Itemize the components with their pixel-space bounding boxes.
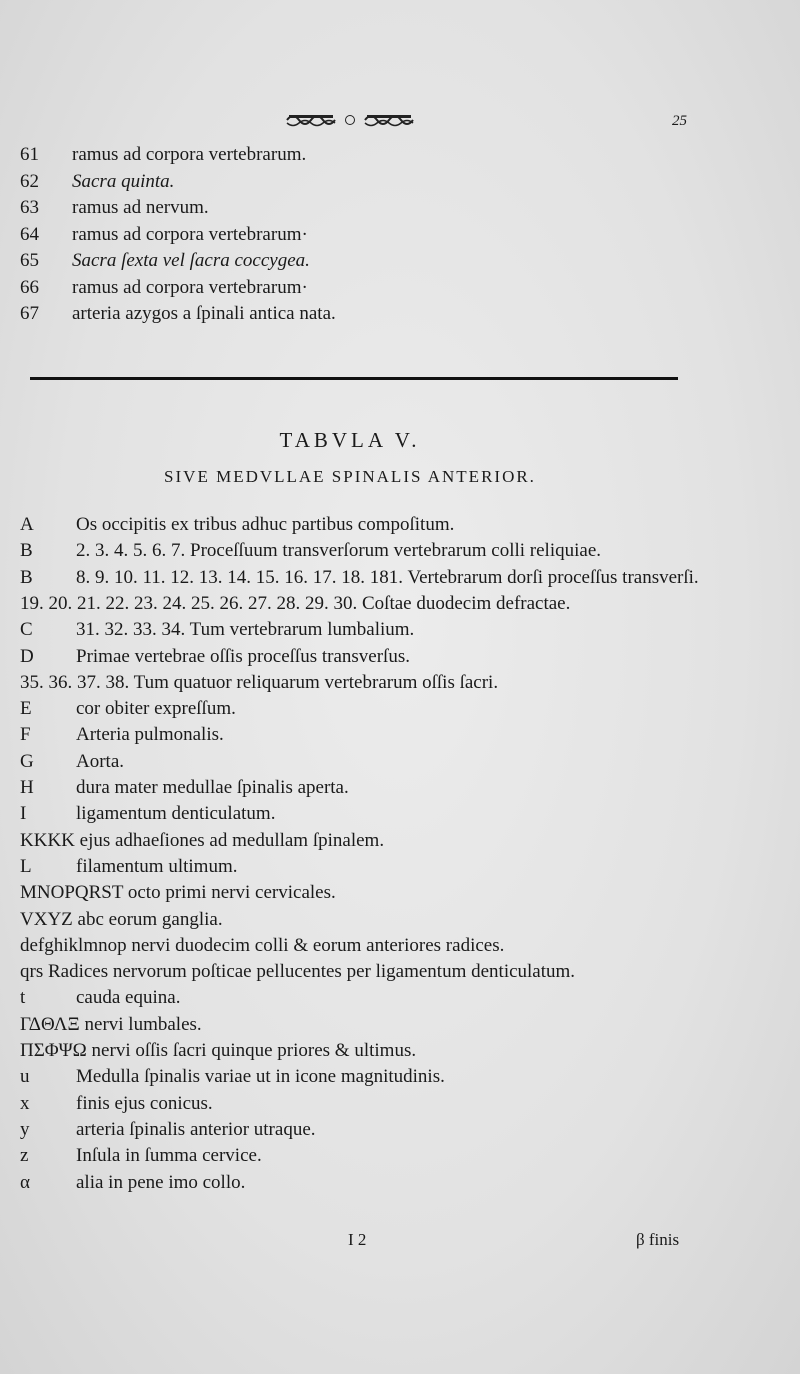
- entry-row: [0, 934, 780, 960]
- top-entry-row: [0, 223, 780, 250]
- top-entry-text: ramus ad corpora vertebrarum·: [72, 223, 308, 245]
- entry-row: [0, 986, 780, 1012]
- entry-row: [0, 802, 780, 828]
- entry-key: B: [20, 540, 33, 562]
- entry-text: 31. 32. 33. 34. Tum vertebrarum lumbalium.: [76, 619, 415, 641]
- entry-text: VXYZ abc eorum ganglia.: [20, 908, 223, 930]
- entry-text: alia in pene imo collo.: [76, 1171, 246, 1193]
- entry-text: qrs Radices nervorum poſticae pellucentes per ligamentum denticulatum.: [20, 961, 576, 983]
- top-entry-text: arteria azygos a ſpinali antica nata.: [72, 303, 336, 324]
- entry-key: C: [20, 619, 33, 641]
- top-entry-key: 62: [20, 170, 39, 192]
- entry-key: x: [20, 1092, 30, 1114]
- entry-row: [0, 618, 780, 644]
- entry-text: cor obiter expreſſum.: [76, 698, 236, 720]
- entry-text: KKKK ejus adhaeſiones ad medullam ſpinalem.: [20, 829, 385, 851]
- entry-row: [0, 697, 780, 723]
- entry-text: MNOPQRST octo primi nervi cervicales.: [20, 882, 336, 904]
- top-entry-key: 61: [20, 144, 39, 165]
- entry-text: dura mater medullae ſpinalis aperta.: [76, 777, 349, 798]
- catchword: β finis: [636, 1230, 680, 1249]
- entry-key: y: [20, 1118, 30, 1140]
- entry-row: [0, 645, 780, 671]
- entry-key: B: [20, 566, 33, 588]
- entry-text: Os occipitis ex tribus adhuc partibus compoſitum.: [76, 514, 455, 535]
- top-entry-key: 67: [20, 303, 39, 324]
- entry-key: H: [20, 777, 34, 798]
- entry-row: [0, 513, 780, 539]
- top-entry-row: [0, 302, 780, 329]
- entry-text: finis ejus conicus.: [76, 1092, 213, 1114]
- entry-key: α: [20, 1171, 30, 1193]
- circle-dot-icon: [345, 115, 355, 125]
- entry-row: [0, 908, 780, 934]
- entry-row: [0, 539, 780, 565]
- entry-row: [0, 829, 780, 855]
- entry-text: defghiklmnop nervi duodecim colli & eorum anteriores radices.: [20, 934, 505, 956]
- entry-row: [0, 855, 780, 881]
- header-ornament: [285, 108, 415, 132]
- section-subtitle: SIVE MEDVLLAE SPINALIS ANTERIOR.: [164, 467, 536, 486]
- horizontal-rule: [30, 377, 678, 380]
- section-title: TABVLA V.: [279, 428, 421, 452]
- top-entry-key: 66: [20, 276, 39, 298]
- entry-text: Arteria pulmonalis.: [76, 724, 224, 746]
- entry-key: u: [20, 1066, 30, 1088]
- page-number: 25: [672, 113, 687, 129]
- entry-text: ΓΔΘΛΞ nervi lumbales.: [20, 1013, 202, 1035]
- entry-text: ligamentum denticulatum.: [76, 803, 276, 825]
- entry-key: I: [20, 803, 27, 825]
- top-entry-key: 64: [20, 223, 39, 245]
- entry-text: arteria ſpinalis anterior utraque.: [76, 1118, 316, 1140]
- entry-text: Aorta.: [76, 750, 125, 772]
- entry-text: Primae vertebrae oſſis proceſſus transverſus.: [76, 645, 410, 667]
- entry-row: [0, 1013, 780, 1039]
- top-entry-text: Sacra ſexta vel ſacra coccygea.: [72, 250, 310, 271]
- entry-key: F: [20, 724, 31, 746]
- entry-row: [0, 723, 780, 749]
- top-entry-text: ramus ad corpora vertebrarum·: [72, 276, 308, 298]
- ornamental-fleuron-icon: [363, 111, 415, 129]
- top-entry-row: [0, 276, 780, 303]
- top-entry-row: [0, 170, 780, 197]
- entry-text: 19. 20. 21. 22. 23. 24. 25. 26. 27. 28. 29. 30. Coſtae duodecim defractae.: [20, 592, 571, 614]
- entry-text: Inſula in ſumma cervice.: [76, 1145, 262, 1167]
- top-entry-key: 65: [20, 250, 39, 271]
- entry-text: 8. 9. 10. 11. 12. 13. 14. 15. 16. 17. 18. 181. Vertebrarum dorſi proceſſus transverſi.: [76, 566, 699, 588]
- entry-row: [0, 1065, 780, 1091]
- entry-row: [0, 671, 780, 697]
- top-entry-key: 63: [20, 197, 39, 218]
- entry-row: [0, 960, 780, 986]
- entry-row: [0, 592, 780, 618]
- entry-key: A: [20, 514, 34, 535]
- top-entry-row: [0, 196, 780, 223]
- top-entry-row: [0, 143, 780, 170]
- entry-key: G: [20, 750, 34, 772]
- entry-row: [0, 1039, 780, 1065]
- entry-text: 35. 36. 37. 38. Tum quatuor reliquarum vertebrarum oſſis ſacri.: [20, 671, 499, 693]
- entry-text: ΠΣΦΨΩ nervi oſſis ſacri quinque priores & ultimus.: [20, 1040, 417, 1061]
- entry-key: z: [20, 1145, 29, 1167]
- top-entry-row: [0, 249, 780, 276]
- entry-key: L: [20, 855, 32, 877]
- entry-text: Medulla ſpinalis variae ut in icone magnitudinis.: [76, 1066, 445, 1088]
- entry-key: t: [20, 987, 26, 1009]
- entry-row: [0, 566, 780, 592]
- entry-text: 2. 3. 4. 5. 6. 7. Proceſſuum transverſorum vertebrarum colli reliquiae.: [76, 540, 601, 562]
- entry-key: D: [20, 645, 34, 667]
- entry-row: [0, 1144, 780, 1170]
- top-entry-text: Sacra quinta.: [72, 170, 175, 192]
- entry-text: cauda equina.: [76, 987, 181, 1009]
- signature-mark: I 2: [348, 1230, 367, 1249]
- entry-row: [0, 1092, 780, 1118]
- entry-key: E: [20, 698, 32, 720]
- entry-row: [0, 1118, 780, 1144]
- top-entry-text: ramus ad corpora vertebrarum.: [72, 144, 307, 165]
- entry-text: filamentum ultimum.: [76, 855, 238, 877]
- entry-row: [0, 1171, 780, 1197]
- ornamental-fleuron-icon: [285, 111, 337, 129]
- entry-row: [0, 776, 780, 802]
- entry-row: [0, 881, 780, 907]
- top-entry-text: ramus ad nervum.: [72, 197, 209, 218]
- entry-row: [0, 750, 780, 776]
